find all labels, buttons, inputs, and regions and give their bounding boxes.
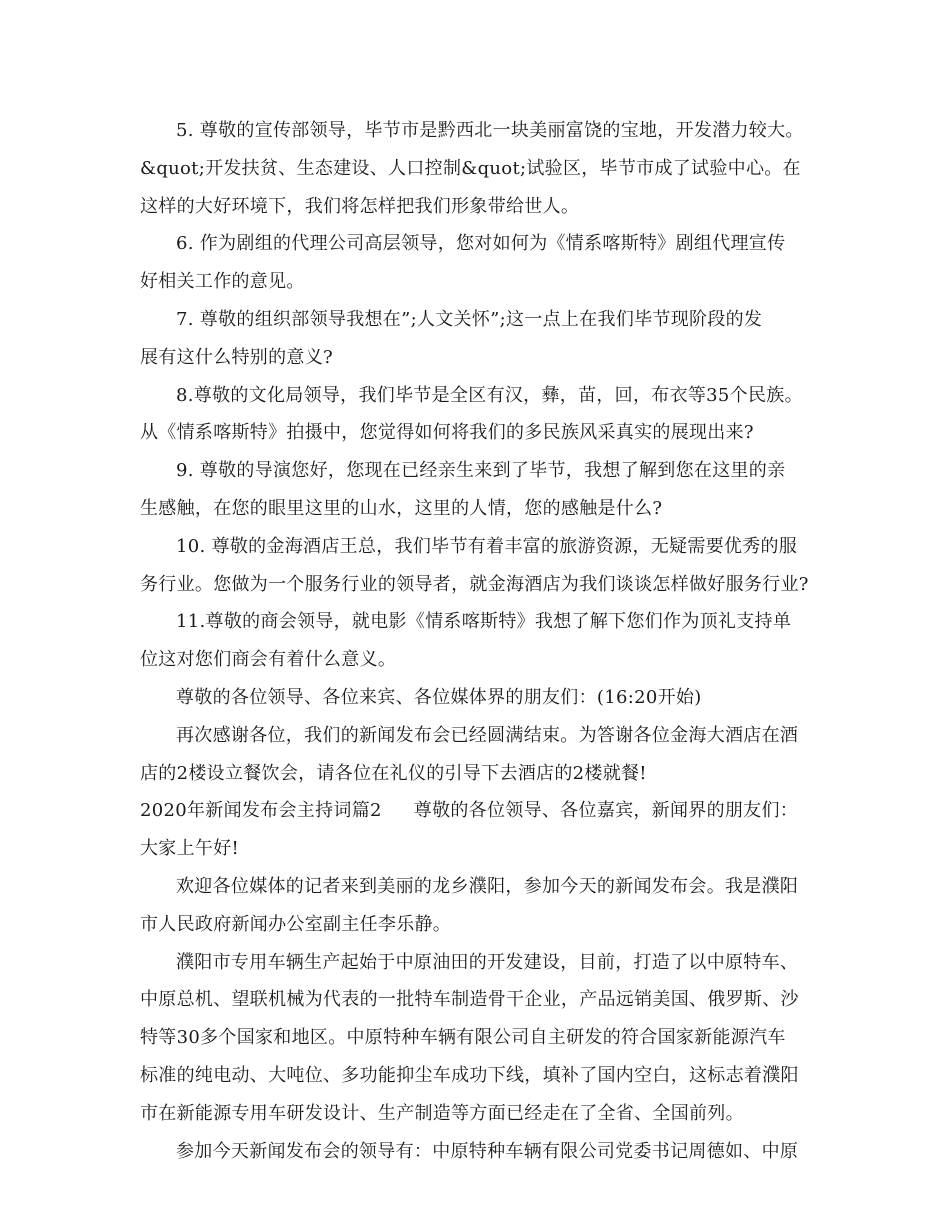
paragraph-line: 濮阳市专用车辆生产起始于中原油田的开发建设，目前，打造了以中原特车、: [176, 951, 799, 973]
paragraph-line: 再次感谢各位，我们的新闻发布会已经圆满结束。为答谢各位金海大酒店在酒: [176, 724, 799, 746]
paragraph-line: 这样的大好环境下，我们将怎样把我们形象带给世人。: [140, 195, 580, 217]
paragraph-line: 市人民政府新闻办公室副主任李乐静。: [140, 913, 452, 935]
paragraph-line: 标准的纯电动、大吨位、多功能抑尘车成功下线，填补了国内空白，这标志着濮阳: [140, 1064, 799, 1086]
paragraph-line: 从《情系喀斯特》拍摄中，您觉得如何将我们的多民族风采真实的展现出来?: [140, 422, 754, 444]
paragraph-line: 欢迎各位媒体的记者来到美丽的龙乡濮阳，参加今天的新闻发布会。我是濮阳: [176, 875, 799, 897]
paragraph-line: 好相关工作的意见。: [140, 271, 305, 293]
section-heading-line: [140, 792, 820, 830]
paragraph-line: 大家上午好!: [140, 838, 240, 860]
paragraph-line: 参加今天新闻发布会的领导有：中原特种车辆有限公司党委书记周德如、中原: [176, 1140, 799, 1162]
paragraph-line: 位这对您们商会有着什么意义。: [140, 649, 397, 671]
paragraph-line: 6. 作为剧组的代理公司高层领导，您对如何为《情系喀斯特》剧组代理宣传: [176, 233, 786, 255]
paragraph-line: &quot;开发扶贫、生态建设、人口控制&quot;试验区，毕节市成了试验中心。在: [140, 157, 801, 179]
paragraph-line: 10. 尊敬的金海酒店王总，我们毕节有着丰富的旅游资源，无疑需要优秀的服: [176, 535, 798, 557]
paragraph-line: 7. 尊敬的组织部领导我想在”;人文关怀”;这一点上在我们毕节现阶段的发: [176, 308, 763, 330]
paragraph-line: 务行业。您做为一个服务行业的领导者，就金海酒店为我们谈谈怎样做好服务行业?: [140, 573, 809, 595]
salutation: 尊敬的各位领导、各位嘉宾，新闻界的朋友们：: [413, 800, 799, 822]
paragraph-line: 9. 尊敬的导演您好，您现在已经亲生来到了毕节，我想了解到您在这里的亲: [176, 460, 786, 482]
paragraph-line: 8.尊敬的文化局领导，我们毕节是全区有汉，彝，苗，回，布衣等35个民族。: [176, 384, 803, 406]
paragraph-line: 市在新能源专用车研发设计、生产制造等方面已经走在了全省、全国前列。: [140, 1102, 744, 1124]
paragraph-line: 11.尊敬的商会领导，就电影《情系喀斯特》我想了解下您们作为顶礼支持单: [176, 611, 792, 633]
paragraph-line: 店的2楼设立餐饮会，请各位在礼仪的引导下去酒店的2楼就餐!: [140, 762, 647, 784]
paragraph-line: 特等30多个国家和地区。中原特种车辆有限公司自主研发的符合国家新能源汽车: [140, 1027, 786, 1049]
paragraph-line: 5. 尊敬的宣传部领导，毕节市是黔西北一块美丽富饶的宝地，开发潜力较大。: [176, 120, 804, 141]
paragraph-line: 展有这什么特别的意义?: [140, 346, 333, 368]
paragraph-line: 中原总机、望联机械为代表的一批特车制造骨干企业，产品远销美国、俄罗斯、沙: [140, 989, 799, 1011]
paragraph-line: 尊敬的各位领导、各位来宾、各位媒体界的朋友们：(16:20开始): [176, 686, 702, 708]
paragraph-line: 生感触，在您的眼里这里的山水，这里的人情，您的感触是什么?: [140, 497, 663, 519]
section-title: 2020年新闻发布会主持词篇2: [140, 800, 382, 822]
document-body: [140, 112, 820, 1170]
